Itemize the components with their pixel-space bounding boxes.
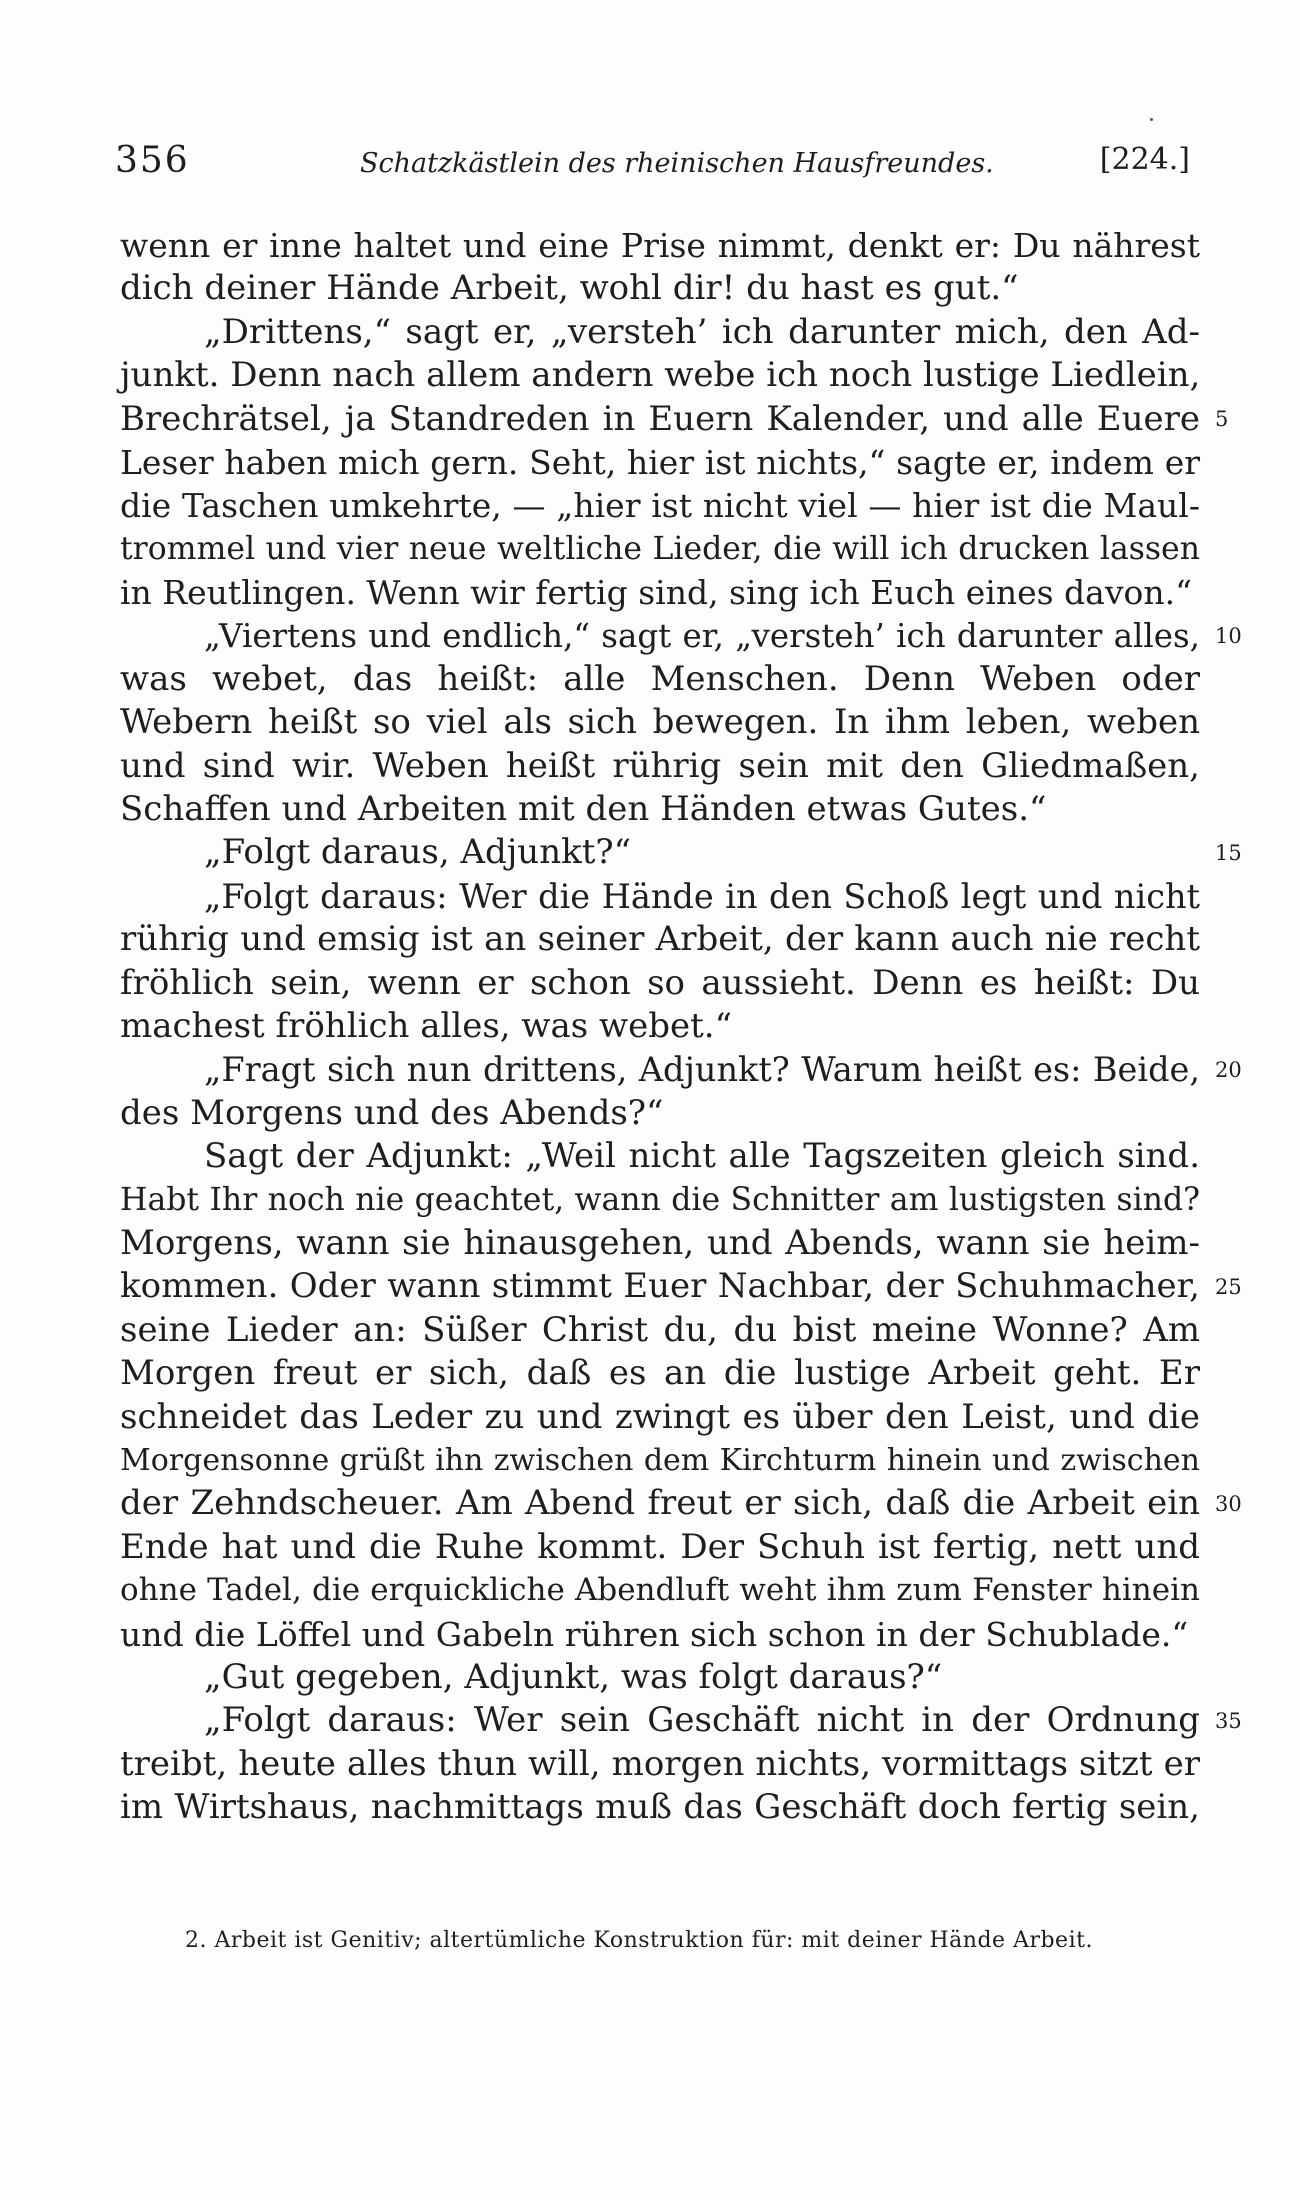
text-line: schneidet das Leder zu und zwingt es über den Leist, und die bbox=[120, 1396, 1200, 1437]
text-line: Morgensonne grüßt ihn zwischen dem Kirchturm hinein und zwischen bbox=[120, 1442, 1200, 1478]
line-number: 15 bbox=[1215, 840, 1242, 865]
text-line: Leser haben mich gern. Seht, hier ist nichts,“ sagte er, indem er bbox=[120, 442, 1200, 482]
line-number: 5 bbox=[1215, 406, 1229, 431]
text-line: „Folgt daraus, Adjunkt?“ bbox=[204, 832, 631, 873]
text-line: der Zehndscheuer. Am Abend freut er sich, daß die Arbeit ein bbox=[120, 1483, 1200, 1524]
page-speck bbox=[1150, 118, 1153, 121]
text-line: seine Lieder an: Süßer Christ du, du bist meine Wonne? Am bbox=[120, 1309, 1200, 1350]
line-number: 35 bbox=[1215, 1708, 1242, 1733]
text-line: Schaffen und Arbeiten mit den Händen etwas Gutes.“ bbox=[120, 789, 1047, 830]
line-number: 10 bbox=[1215, 623, 1242, 648]
line-number: 20 bbox=[1215, 1057, 1242, 1082]
running-title: Schatzkästlein des rheinischen Hausfreundes. bbox=[360, 148, 994, 179]
text-line: im Wirtshaus, nachmittags muß das Geschäft doch fertig sein, bbox=[120, 1787, 1200, 1828]
text-line: treibt, heute alles thun will, morgen nichts, vormittags sitzt er bbox=[120, 1743, 1200, 1784]
text-line: Ende hat und die Ruhe kommt. Der Schuh ist fertig, nett und bbox=[120, 1526, 1200, 1567]
text-line: junkt. Denn nach allem andern webe ich noch lustige Liedlein, bbox=[120, 355, 1201, 396]
text-line: trommel und vier neue weltliche Lieder, die will ich drucken lassen bbox=[120, 530, 1200, 567]
text-line: „Drittens,“ sagt er, „versteh’ ich darunter mich, den Ad- bbox=[204, 311, 1200, 352]
line-number: 25 bbox=[1215, 1274, 1242, 1299]
text-line: ohne Tadel, die erquickliche Abendluft weht ihm zum Fenster hinein bbox=[120, 1572, 1200, 1609]
text-line: dich deiner Hände Arbeit, wohl dir! du hast es gut.“ bbox=[120, 268, 1019, 309]
text-line: und sind wir. Weben heißt rührig sein mit den Gliedmaßen, bbox=[120, 745, 1200, 786]
page-number: 356 bbox=[115, 140, 190, 181]
text-line: kommen. Oder wann stimmt Euer Nachbar, der Schuhmacher, bbox=[120, 1266, 1200, 1307]
text-line: „Gut gegeben, Adjunkt, was folgt daraus?“ bbox=[204, 1656, 943, 1697]
text-line: Morgens, wann sie hinausgehen, und Abends, wann sie heim- bbox=[120, 1222, 1200, 1263]
text-line: Sagt der Adjunkt: „Weil nicht alle Tagszeiten gleich sind. bbox=[204, 1136, 1200, 1177]
text-line: Webern heißt so viel als sich bewegen. In ihm leben, weben bbox=[120, 702, 1200, 743]
text-line: des Morgens und des Abends?“ bbox=[120, 1092, 664, 1133]
text-line: rührig und emsig ist an seiner Arbeit, der kann auch nie recht bbox=[120, 919, 1200, 960]
page-header bbox=[115, 140, 1190, 190]
original-page-reference: [224.] bbox=[1099, 142, 1190, 177]
line-number: 30 bbox=[1215, 1491, 1242, 1516]
text-line: Brechrätsel, ja Standreden in Euern Kalender, und alle Euere bbox=[120, 398, 1200, 439]
text-line: „Folgt daraus: Wer sein Geschäft nicht in der Ordnung bbox=[204, 1700, 1200, 1741]
text-line: machest fröhlich alles, was webet.“ bbox=[120, 1006, 732, 1047]
text-line: fröhlich sein, wenn er schon so aussieht. Denn es heißt: Du bbox=[120, 962, 1200, 1003]
text-line: „Folgt daraus: Wer die Hände in den Schoß legt und nicht bbox=[204, 876, 1200, 916]
footnote: 2. Arbeit ist Genitiv; altertümliche Konstruktion für: mit deiner Hände Arbeit. bbox=[185, 1928, 1093, 1953]
text-line: die Taschen umkehrte, — „hier ist nicht viel — hier ist die Maul- bbox=[120, 486, 1200, 526]
text-line: „Viertens und endlich,“ sagt er, „versteh’ ich darunter alles, bbox=[204, 616, 1200, 655]
text-line: wenn er inne haltet und eine Prise nimmt, denkt er: Du nährest bbox=[120, 226, 1200, 265]
body-text bbox=[120, 224, 1200, 1829]
text-line: „Fragt sich nun drittens, Adjunkt? Warum heißt es: Beide, bbox=[204, 1050, 1200, 1090]
text-line: Habt Ihr noch nie geachtet, wann die Schnitter am lustigsten sind? bbox=[120, 1181, 1200, 1218]
text-line: Morgen freut er sich, daß es an die lustige Arbeit geht. Er bbox=[120, 1353, 1200, 1394]
text-line: in Reutlingen. Wenn wir fertig sind, sing ich Euch eines davon.“ bbox=[120, 573, 1192, 613]
text-line: und die Löffel und Gabeln rühren sich schon in der Schublade.“ bbox=[120, 1614, 1189, 1654]
text-line: was webet, das heißt: alle Menschen. Denn Weben oder bbox=[120, 658, 1200, 699]
